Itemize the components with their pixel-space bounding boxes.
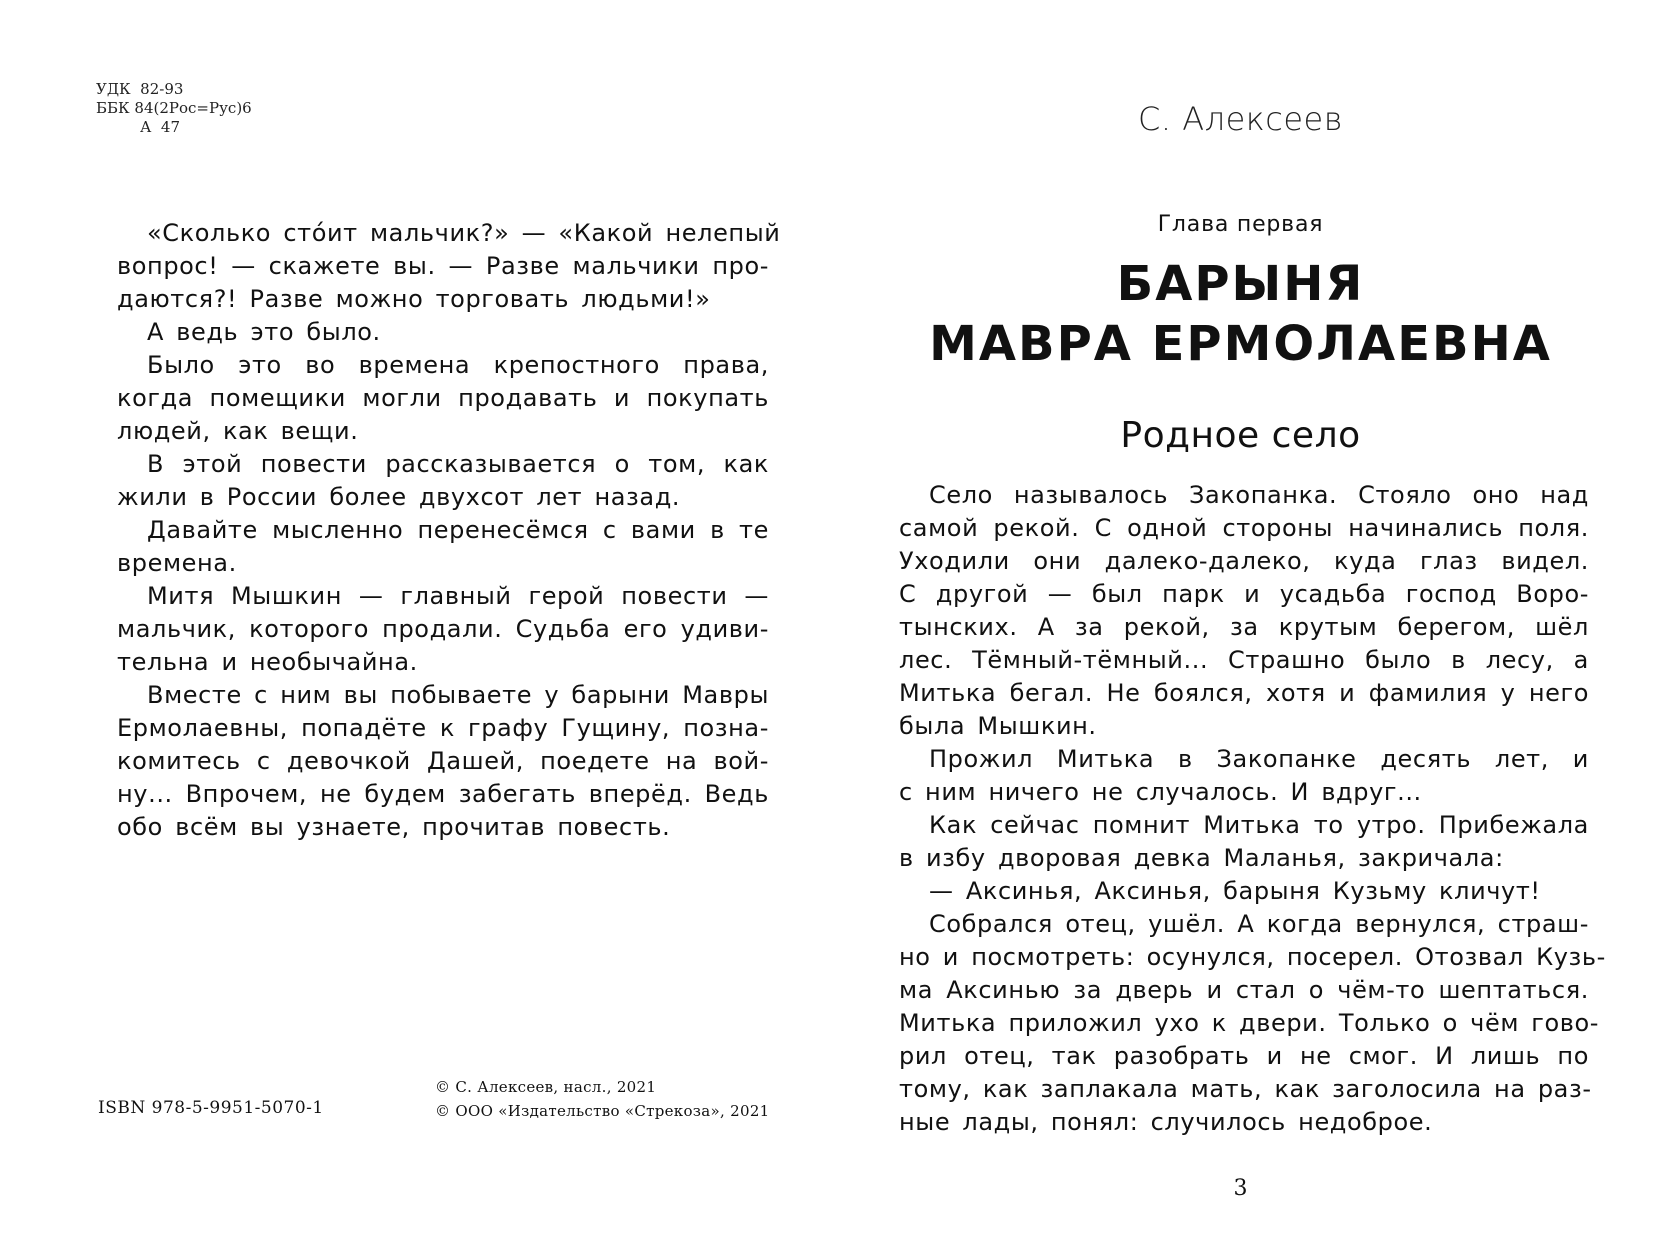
paragraph xyxy=(117,580,769,679)
text-line: вопрос! — скажете вы. — Разве мальчики про- xyxy=(117,252,769,280)
paragraph xyxy=(117,349,769,448)
text-line: самой рекой. С одной стороны начинались поля. xyxy=(899,514,1589,542)
chapter-title-line-2: МАВРА ЕРМОЛАЕВНА xyxy=(929,316,1552,372)
paragraph xyxy=(117,316,769,349)
text-line: — Аксинья, Аксинья, барыня Кузьму кличут! xyxy=(929,877,1541,905)
paragraph xyxy=(117,679,769,844)
copyright-publisher: © ООО «Издательство «Стрекоза», 2021 xyxy=(435,1102,770,1120)
right-page xyxy=(827,0,1654,1241)
text-line: обо всём вы узнаете, прочитав повесть. xyxy=(117,813,671,841)
text-line: тельна и необычайна. xyxy=(117,648,418,676)
text-line: времена. xyxy=(117,549,237,577)
paragraph xyxy=(899,908,1606,1139)
paragraph xyxy=(899,479,1589,743)
text-line: Собрался отец, ушёл. А когда вернулся, страш- xyxy=(929,910,1589,938)
paragraph xyxy=(899,743,1589,809)
page-number: 3 xyxy=(1233,1176,1248,1201)
text-line: была Мышкин. xyxy=(899,712,1097,740)
bbk-code: ББК 84(2Рос=Рус)6 xyxy=(96,99,252,117)
paragraph xyxy=(117,448,769,514)
copyright-block xyxy=(435,1075,770,1123)
text-line: ные лады, понял: случилось недоброе. xyxy=(899,1108,1433,1136)
text-line: Давайте мысленно перенесёмся с вами в те xyxy=(147,516,769,544)
chapter-label: Глава первая xyxy=(1157,212,1324,237)
isbn: ISBN 978-5-9951-5070-1 xyxy=(98,1098,324,1118)
text-line: ма Аксинью за дверь и стал о чём-то шептаться. xyxy=(899,976,1589,1004)
text-line: Ермолаевны, попадёте к графу Гущину, позна- xyxy=(117,714,769,742)
text-line: с ним ничего не случалось. И вдруг... xyxy=(899,778,1422,806)
text-line: лес. Тёмный-тёмный... Страшно было в лесу, а xyxy=(899,646,1589,674)
chapter-title xyxy=(827,254,1654,374)
text-line: даются?! Разве можно торговать людьми!» xyxy=(117,285,711,313)
text-line: Митя Мышкин — главный герой повести — xyxy=(147,582,769,610)
text-line: в избу дворовая девка Маланья, закричала: xyxy=(899,844,1504,872)
chapter-title-line-1: БАРЫНЯ xyxy=(1116,256,1365,312)
text-line: комитесь с девочкой Дашей, поедете на вой- xyxy=(117,747,769,775)
text-line: В этой повести рассказывается о том, как xyxy=(147,450,769,478)
catalog-codes xyxy=(96,80,252,137)
text-line: жили в России более двухсот лет назад. xyxy=(117,483,681,511)
text-line: ну... Впрочем, не будем забегать вперёд. Ведь xyxy=(117,780,769,808)
text-line: Село называлось Закопанка. Стояло оно над xyxy=(929,481,1589,509)
text-line: Как сейчас помнит Митька то утро. Прибежала xyxy=(929,811,1589,839)
text-line: Прожил Митька в Закопанке десять лет, и xyxy=(929,745,1589,773)
author-sign-code: А 47 xyxy=(140,118,180,136)
paragraph xyxy=(899,875,1589,908)
text-line: рил отец, так разобрать и не смог. И лишь по xyxy=(899,1042,1589,1070)
udk-code: УДК 82-93 xyxy=(96,80,184,98)
chapter-text xyxy=(899,479,1606,1139)
text-line: тынских. А за рекой, за крутым берегом, шёл xyxy=(899,613,1589,641)
text-line: мальчик, которого продали. Судьба его удиви- xyxy=(117,615,769,643)
text-line: тому, как заплакала мать, как заголосила на раз- xyxy=(899,1075,1592,1103)
copyright-author: © С. Алексеев, насл., 2021 xyxy=(435,1078,657,1096)
text-line: когда помещики могли продавать и покупать xyxy=(117,384,769,412)
paragraph xyxy=(117,217,781,316)
text-line: С другой — был парк и усадьба господ Воро- xyxy=(899,580,1589,608)
text-line: Уходили они далеко-далеко, куда глаз видел. xyxy=(899,547,1589,575)
foreword-text xyxy=(117,217,781,844)
text-line: «Сколько сто́ит мальчик?» — «Какой нелепый xyxy=(147,219,781,247)
text-line: Митька бегал. Не боялся, хотя и фамилия у него xyxy=(899,679,1589,707)
paragraph xyxy=(899,809,1589,875)
text-line: но и посмотреть: осунулся, посерел. Отозвал Кузь- xyxy=(899,943,1606,971)
text-line: Вместе с ним вы побываете у барыни Мавры xyxy=(147,681,769,709)
paragraph xyxy=(117,514,769,580)
text-line: Было это во времена крепостного права, xyxy=(147,351,769,379)
section-title: Родное село xyxy=(1120,415,1361,456)
author-name: С. Алексеев xyxy=(1138,100,1343,138)
text-line: Митька приложил ухо к двери. Только о чём гово- xyxy=(899,1009,1600,1037)
text-line: людей, как вещи. xyxy=(117,417,359,445)
text-line: А ведь это было. xyxy=(147,318,381,346)
